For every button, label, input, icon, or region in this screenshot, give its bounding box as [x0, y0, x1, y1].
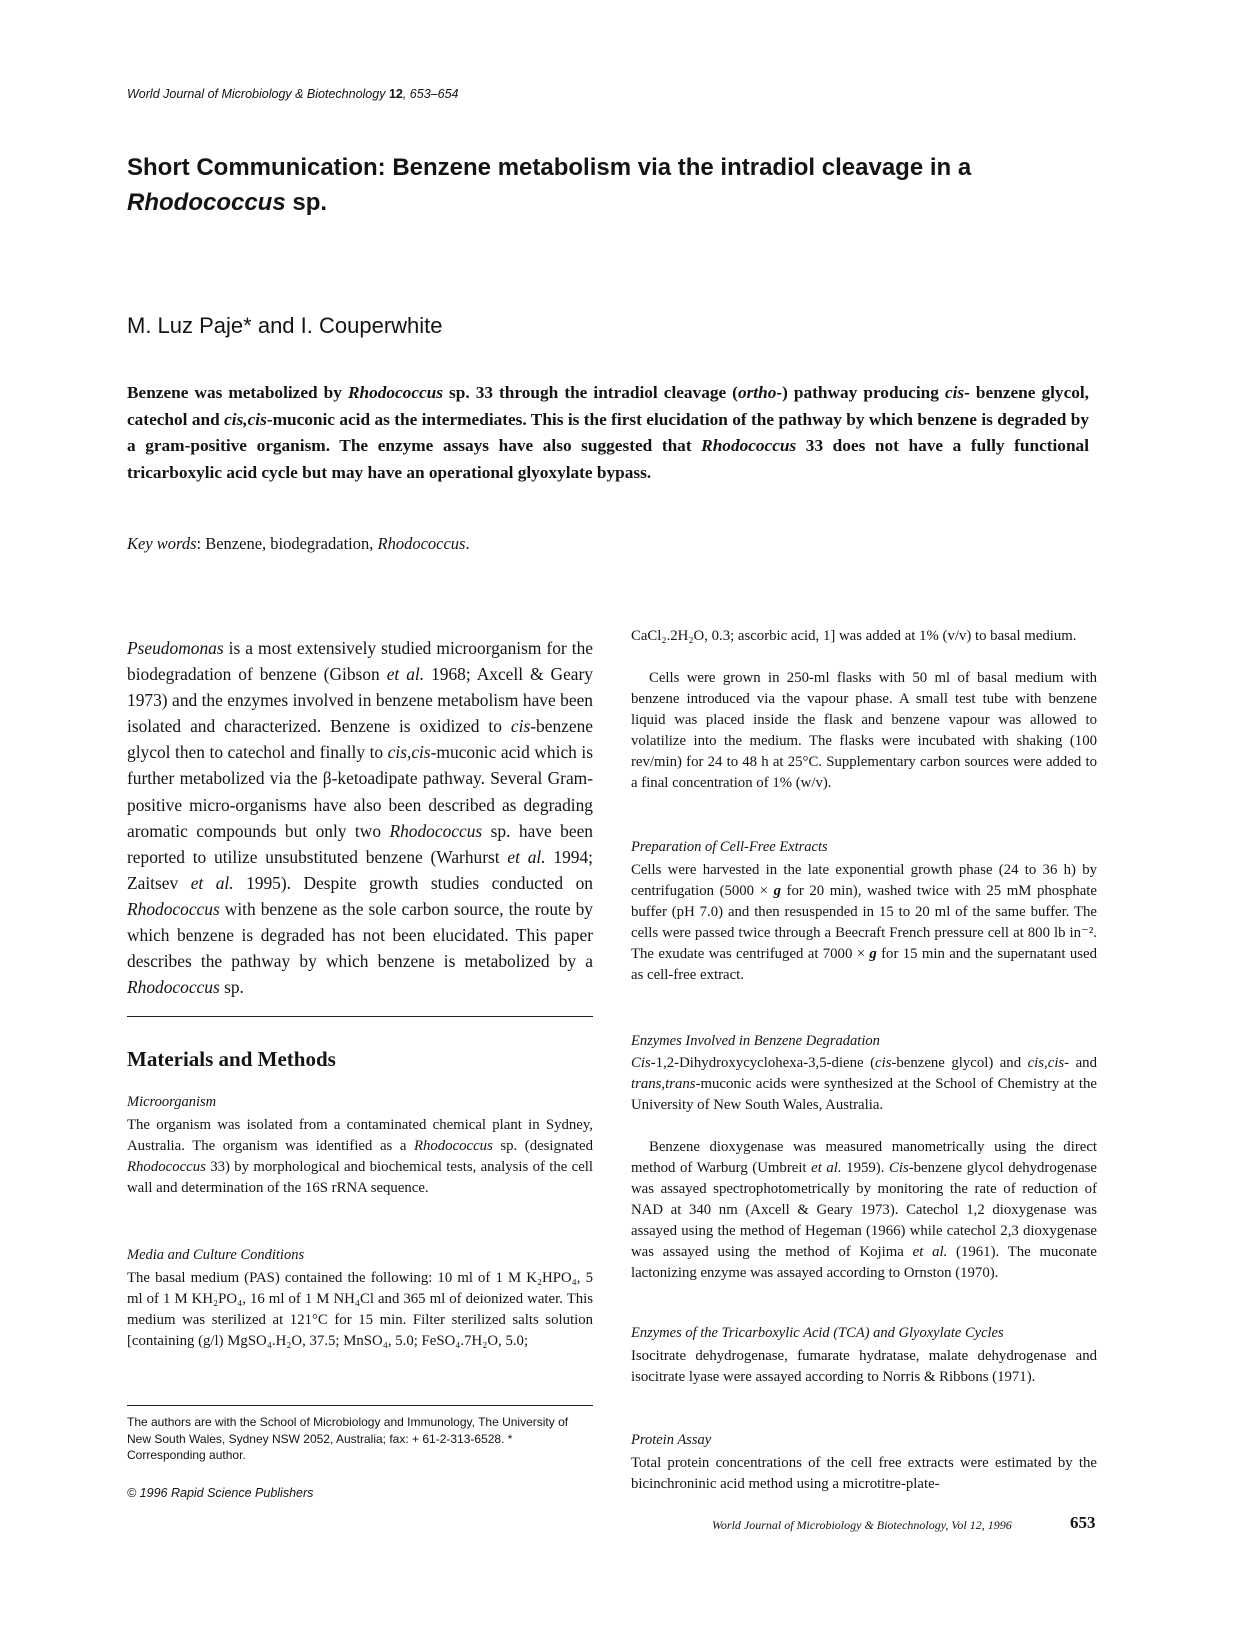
- tca-paragraph: Isocitrate dehydrogenase, fumarate hydratase, malate dehydrogenase and isocitrate lyase were assayed according to Norris & Ribbons (1971).: [631, 1348, 1097, 1385]
- protein-heading: Protein Assay: [631, 1432, 712, 1448]
- title-genus: Rhodococcus: [127, 189, 286, 216]
- body-italic: et al.: [912, 1244, 948, 1260]
- footer-journal: World Journal of Microbiology & Biotechnology, Vol 12, 1996: [712, 1518, 1012, 1532]
- intro-italic: et al.: [507, 846, 546, 867]
- body-italic: Rhodococcus: [413, 1138, 493, 1154]
- enzymes-heading: Enzymes Involved in Benzene Degradation: [631, 1033, 880, 1049]
- microorganism-paragraph: [127, 1115, 593, 1199]
- article-title: [127, 150, 1127, 220]
- intro-text: with benzene as the sole carbon source, the route by which benzene is degraded has not been elucidated. This paper describes the pathway by which benzene is metabolized by a: [127, 898, 593, 972]
- body-text: and: [1069, 1055, 1097, 1071]
- methods-heading: Materials and Methods: [127, 1047, 336, 1071]
- body-text: -muconic acids were synthesized at the School of Chemistry at the University of New South Wales, Australia.: [631, 1076, 1097, 1113]
- intro-italic: cis,cis: [387, 742, 431, 763]
- running-journal: World Journal of Microbiology & Biotechnology: [127, 87, 386, 101]
- footnote-divider: [127, 1405, 593, 1406]
- microorganism-heading: Microorganism: [127, 1094, 217, 1110]
- media-paragraph: The basal medium (PAS) contained the following: 10 ml of 1 M K₂HPO₄, 5 ml of 1 M KH₂PO₄, 16 ml of 1 M NH₄Cl and 365 ml of deionized water. This medium was sterilized at 121°C for 15 min. Filter sterilized salts solution [containing (g/l) MgSO₄.H₂O, 37.5; MnSO₄, 5.0; FeSO₄.7H₂O, 5.0;: [127, 1270, 593, 1349]
- intro-italic: Pseudomonas: [127, 638, 224, 658]
- abstract-italic: cis-: [944, 383, 970, 402]
- intro-text: sp. have been reported to utilize unsubstituted benzene (Warhurst: [127, 820, 594, 867]
- body-text: for 15 min and the supernatant used as cell-free extract.: [631, 946, 1097, 983]
- keywords-text: : Benzene, biodegradation,: [196, 534, 378, 553]
- body-italic: cis: [875, 1055, 892, 1071]
- body-italic: Cis: [631, 1055, 651, 1071]
- abstract-text: -muconic acid as the intermediates. This is the first elucidation of the pathway by which benzene is degraded by a gram-positive organism. The enzyme assays have also suggested that: [127, 409, 1089, 455]
- authors: M. Luz Paje* and I. Couperwhite: [127, 313, 443, 338]
- body-text: for 20 min), washed twice with 25 mM phosphate buffer (pH 7.0) and then resuspended in 15 to 20 ml of the same buffer. The cells were passed twice through a Beecraft French pressure cell at 800 lb in⁻². The exudate was centrifuged at 7000 ×: [631, 883, 1097, 962]
- intro-text: 1968; Axcell & Geary 1973) and the enzymes involved in benzene metabolism have been isolated and characterized. Benzene is oxidized to: [127, 664, 593, 737]
- body-text: Benzene dioxygenase was measured manometrically using the direct method of Warburg (Umbreit: [631, 1139, 1097, 1176]
- running-volume: 12: [388, 87, 403, 101]
- preparation-heading: Preparation of Cell-Free Extracts: [631, 839, 828, 855]
- body-text: 1959).: [841, 1160, 889, 1176]
- body-italic: g: [773, 883, 781, 899]
- section-divider: [127, 1016, 593, 1017]
- keywords-italic: Rhodococcus: [377, 534, 466, 553]
- intro-italic: et al.: [386, 664, 425, 685]
- intro-text: 1995). Despite growth studies conducted on: [233, 872, 594, 893]
- protein-paragraph: Total protein concentrations of the cell free extracts were estimated by the bicinchroninic acid method using a microtitre-plate-: [631, 1455, 1097, 1492]
- body-text: sp. (designated: [492, 1138, 593, 1154]
- abstract-text: sp. 33 through the intradiol cleavage (: [443, 383, 738, 402]
- title-suffix: sp.: [285, 189, 328, 216]
- body-italic: trans,trans: [631, 1076, 696, 1092]
- intro-italic: cis: [510, 716, 531, 737]
- keywords-end: .: [465, 534, 470, 553]
- intro-italic: Rhodococcus: [127, 977, 220, 998]
- keywords-label: Key words: [127, 534, 197, 553]
- cells-grown-paragraph: Cells were grown in 250-ml flasks with 50 ml of basal medium with benzene introduced via the vapour phase. A small test tube with benzene liquid was placed inside the flask and benzene vapour was allowed to volatilize into the medium. The flasks were incubated with shaking (100 rev/min) for 24 to 48 h at 25°C. Supplementary carbon sources were added to a final concentration of 1% (w/v).: [631, 670, 1097, 791]
- body-text: -1,2-Dihydroxycyclohexa-3,5-diene (: [650, 1055, 876, 1071]
- running-header: [127, 87, 458, 101]
- abstract-text: ) pathway producing: [782, 383, 945, 402]
- abstract-italic: ortho-: [737, 383, 783, 402]
- intro-text: -muconic acid which is further metabolized via the β-ketoadipate pathway. Several Gram-positive micro-organisms have also been described as degrading aromatic compounds but only two: [127, 742, 593, 841]
- media-heading: Media and Culture Conditions: [127, 1247, 305, 1263]
- abstract-text: benzene glycol, catechol and: [127, 383, 1089, 429]
- title-line-2: [127, 185, 1127, 220]
- affiliation-footnote: The authors are with the School of Microbiology and Immunology, The University of New South Wales, Sydney NSW 2052, Australia; fax: + 61-2-313-6528. * Corresponding author.: [127, 1415, 569, 1462]
- body-text: The organism was isolated from a contaminated chemical plant in Sydney, Australia. The organism was identified as a: [127, 1117, 593, 1154]
- intro-text: -benzene glycol then to catechol and finally to: [127, 716, 593, 763]
- body-italic: et al.: [811, 1160, 842, 1176]
- intro-text: sp.: [219, 977, 244, 998]
- title-line-1: Short Communication: Benzene metabolism via the intradiol cleavage in a: [127, 154, 972, 181]
- body-italic: Rhodococcus: [127, 1159, 206, 1175]
- intro-text: 1994; Zaitsev: [127, 846, 593, 893]
- intro-italic: et al.: [190, 872, 234, 893]
- abstract-text: 33 does not have a fully functional tricarboxylic acid cycle but may have an operational glyoxylate bypass.: [127, 436, 1089, 482]
- abstract-italic: Rhodococcus: [701, 436, 797, 455]
- abstract: [127, 380, 1089, 486]
- body-italic: cis,cis-: [1027, 1055, 1070, 1071]
- page-number: 653: [1070, 1513, 1096, 1532]
- abstract-italic: cis,cis: [224, 409, 267, 429]
- tca-heading: Enzymes of the Tricarboxylic Acid (TCA) and Glyoxylate Cycles: [631, 1325, 1004, 1341]
- body-text: 33) by morphological and biochemical tests, analysis of the cell wall and determination of the 16S rRNA sequence.: [127, 1159, 593, 1196]
- intro-italic: Rhodococcus: [127, 898, 220, 919]
- running-pages: , 653–654: [402, 87, 459, 101]
- enzymes-assay-paragraph: [631, 1137, 1097, 1284]
- body-text: Cells were harvested in the late exponential growth phase (24 to 36 h) by centrifugation (5000 ×: [631, 862, 1097, 899]
- body-text: -benzene glycol dehydrogenase was assayed spectrophotometrically by monitoring the rate of reduction of NAD at 340 nm (Axcell & Geary 1973). Catechol 1,2 dioxygenase was assayed using the method of Hegeman (1966) while catechol 2,3 dioxygenase was assayed using the method of Kojima: [631, 1160, 1097, 1260]
- body-text: -benzene glycol) and: [891, 1055, 1028, 1071]
- preparation-paragraph: [631, 860, 1097, 986]
- body-text: (1961). The muconate lactonizing enzyme was assayed according to Ornston (1970).: [631, 1244, 1097, 1281]
- intro-italic: Rhodococcus: [389, 820, 483, 841]
- enzymes-paragraph: [631, 1053, 1097, 1116]
- body-italic: g: [869, 946, 877, 962]
- intro-text: is a most extensively studied microorganism for the biodegradation of benzene (Gibson: [127, 638, 593, 685]
- body-italic: Cis: [888, 1160, 909, 1176]
- copyright: © 1996 Rapid Science Publishers: [127, 1486, 314, 1500]
- media-continuation: CaCl₂.2H₂O, 0.3; ascorbic acid, 1] was added at 1% (v/v) to basal medium.: [631, 628, 1077, 644]
- abstract-italic: Rhodococcus: [347, 383, 443, 402]
- keywords: [127, 534, 470, 554]
- abstract-text: Benzene was metabolized by: [127, 383, 348, 402]
- introduction: [127, 635, 593, 1000]
